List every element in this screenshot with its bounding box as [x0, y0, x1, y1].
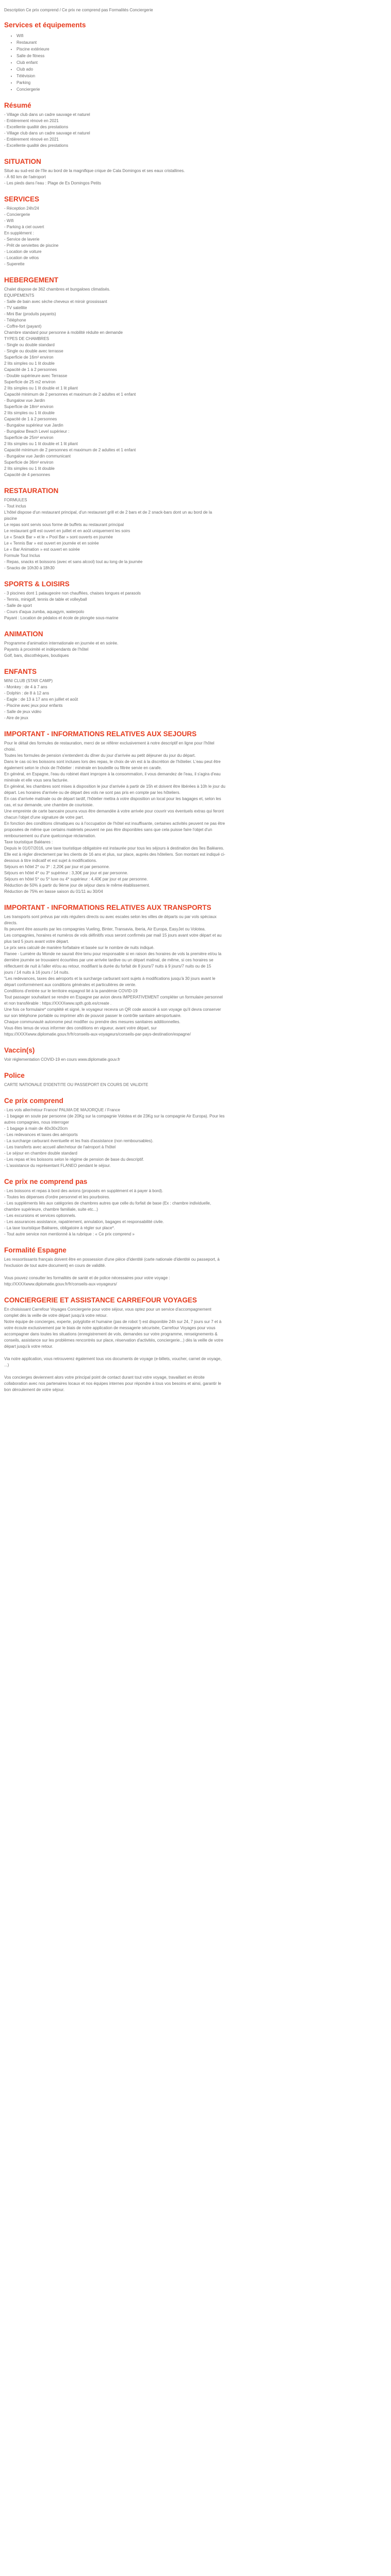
- section-line: Pour le détail des formules de restauration, merci de se référer exclusivement à notre descriptif en ligne pour l'hôtel: [4, 741, 215, 745]
- section-line: - 1 bagage à main de 40x30x20cm: [4, 1126, 68, 1131]
- section-line: - Monkey : de 4 à 7 ans: [4, 685, 47, 689]
- section-line: - Excellente qualité des prestations: [4, 125, 69, 129]
- section-line: - La surcharge carburant éventuelle et les frais d'assistance (non remboursables).: [4, 1139, 154, 1143]
- section-line: jours / 14 nuits à 16 jours / 14 nuits.: [4, 970, 70, 975]
- section-line: Formule Tout Inclus: [4, 553, 40, 558]
- section-line: bon déroulement de votre séjour.: [4, 1387, 64, 1392]
- section-line: - 3 piscines dont 1 pataugeoire non chauffées, chaises longues et parasols: [4, 591, 141, 596]
- section-line: Séjours en hôtel 2* ou 3* : 2,20€ par jour et par personne.: [4, 865, 110, 869]
- section-line: FORMULES: [4, 498, 27, 502]
- section-line: - Téléphone: [4, 318, 26, 323]
- section-line: Le repas sont servis sous forme de buffets au restaurant principal: [4, 522, 124, 527]
- section-line: - Entièrement rénové en 2021: [4, 118, 59, 123]
- section-line: Séjours en hôtel 4* ou 3* supérieur : 3,30€ par jour et par personne.: [4, 871, 128, 875]
- section-line: Dans le cas où les boissons sont incluses lors des repas, le choix de vin est à la discrétion de l'hôtelier. L'eau peut être: [4, 759, 221, 764]
- section-line: - Wifi: [4, 218, 14, 223]
- section-title-necomprend: Ce prix ne comprend pas: [4, 1178, 88, 1185]
- section-line: Situé au sud-est de l'île au bord de la magnifique crique de Cala Domingos et ses eaux cristallines.: [4, 168, 185, 173]
- section-line: également selon le choix de l'hôtelier : minérale en bouteille ou filtrée servie en carafe.: [4, 766, 162, 770]
- service-item: • Wifi: [17, 32, 387, 39]
- section-line: plus tard 5 jours avant votre départ.: [4, 939, 69, 944]
- section-title-services-equipements: Services et équipements: [4, 21, 86, 29]
- section-line: réflectuent de nuit à l'aller et/ou au retour, modifiant la durée du forfait de 8 jours/7 nuits à 9 jours/7 nuits ou de 15: [4, 964, 211, 969]
- section-line: - Parking à ciel ouvert: [4, 225, 44, 229]
- section-line: - Village club dans un cadre sauvage et naturel: [4, 112, 90, 117]
- section-line: En supplément :: [4, 231, 34, 235]
- section-line: - Les boissons et repas à bord des avions (proposés en supplément et à payer à bord).: [4, 1189, 164, 1193]
- section-line: - Bungalow vue Jardin communicant: [4, 454, 71, 459]
- section-title-transports: IMPORTANT - INFORMATIONS RELATIVES AUX TRANSPORTS: [4, 904, 211, 911]
- section-line: - Les transferts avec accueil aller/retour de l'aéroport à l'hôtel: [4, 1145, 116, 1149]
- section-line: - La taxe touristique Baléares, obligatoire à régler sur place*.: [4, 1226, 115, 1230]
- section-line: En choisissant Carrefour Voyages Conciergerie pour votre séjour, vous optez pour un service d'accompagnement: [4, 1307, 211, 1312]
- section-line: - Village club dans un cadre sauvage et naturel: [4, 131, 90, 135]
- section-line: En général, les chambres sont mises à disposition le jour d'arrivée à partir de 15h et doivent être libérées à 10h le jour du: [4, 784, 225, 789]
- section-line: Capacité de 1 à 2 personnes: [4, 417, 57, 421]
- section-line: - Bungalow supérieur vue Jardin: [4, 423, 63, 428]
- section-line: - Bungalow vue Jardin: [4, 398, 45, 403]
- section-line: - Les suppléments liés aux catégories de chambres autres que celle du forfait de base (Ex : chambre individuelle,: [4, 1201, 211, 1206]
- section-line: l'exclusion de tout autre document) en cours de validité.: [4, 1263, 106, 1268]
- section-line[interactable]: http://XXXXwww.diplomatie.gouv.fr/fr/conseils-aux-voyageurs/: [4, 1282, 117, 1286]
- section-line: - Entièrement rénové en 2021: [4, 137, 59, 142]
- section-line: départ. Les horaires d'arrivée ou de départ des vols ne sont pas pris en compte par les hôteliers.: [4, 790, 181, 795]
- intro-tabs-text: Description Ce prix comprend / Ce prix ne comprend pas Formalités Conciergerie: [4, 8, 153, 12]
- section-line: 2 lits simples ou 1 lit double: [4, 466, 55, 471]
- section-title-enfants: ENFANTS: [4, 668, 37, 675]
- section-line: - Service de laverie: [4, 237, 40, 242]
- section-line: - Tout autre service non mentionné à la rubrique : « Ce prix comprend »: [4, 1232, 135, 1236]
- section-line: Capacité minimum de 2 personnes et maximum de 2 adultes et 1 enfant: [4, 448, 136, 452]
- section-line: TYPES DE CHAMBRES: [4, 336, 50, 341]
- section-line: - Salle de jeux vidéo: [4, 709, 42, 714]
- section-title-resume: Résumé: [4, 101, 31, 109]
- section-line: - Mini Bar (produits payants): [4, 312, 56, 316]
- service-item: • Salle de fitness: [17, 53, 387, 59]
- section-line: - Piscine avec jeux pour enfants: [4, 703, 63, 708]
- section-line: Une fois ce formulaire* complété et signé, le voyageur recevra un QR code associé à son voyage qu'il devra conserver: [4, 1007, 221, 1012]
- section-line: - TV satellite: [4, 306, 27, 310]
- section-line: 2 lits simples ou 1 lit double: [4, 361, 55, 366]
- section-line: ...): [4, 1363, 9, 1367]
- section-line: Depuis le 01/07/2016, une taxe touristique obligatoire est instaurée pour tous les séjours à destination des îles Baléares.: [4, 846, 224, 851]
- section-line: [4, 1269, 387, 1275]
- section-line: - Dolphin : de 8 à 12 ans: [4, 691, 50, 696]
- section-line: Superficie de 36m² environ: [4, 460, 54, 465]
- section-line: - Location de voiture: [4, 249, 42, 254]
- section-line: dessous à titre indicatif et est sujet à modifications.: [4, 858, 97, 863]
- section-line: - 1 bagage en soute par personne (de 20Kg sur la compagnie Volotea et de 23Kg sur la compagnie Air Europa). Pour les: [4, 1114, 225, 1118]
- service-item: • Conciergerie: [17, 86, 387, 93]
- section-line: départ conformément aux conditions générales et particulières de vente.: [4, 982, 137, 987]
- section-line: Réduction de 75% en basse saison du 01/11 au 30/04: [4, 889, 103, 894]
- section-line: Ils peuvent être assurés par les compagnies Vueling, Binter, Transavia, Iberia, Air Europa, EasyJet ou Volotea.: [4, 927, 206, 931]
- section-line: - Repas, snacks et boissons (avec et sans alcool) tout au long de la journée: [4, 560, 143, 564]
- section-line: directs.: [4, 921, 18, 925]
- section-line: dernière journée se trouvaient écourtées par une arrivée tardive ou un départ matinal, de même, si ces horaires se: [4, 958, 214, 962]
- section-line: Payant : Location de pédalos et école de plongée sous-marine: [4, 616, 119, 620]
- section-title-police: Police: [4, 1072, 25, 1079]
- section-line: piscine: [4, 516, 17, 521]
- section-line: Le « Tennis Bar » est ouvert en journée et en soirée: [4, 541, 99, 546]
- section-line: - Les repas et les boissons selon le régime de pension de base du descriptif.: [4, 1157, 144, 1162]
- section-line: Elle est à régler directement par les clients de 16 ans et plus, sur place, auprès des hôteliers. Son montant est indiqué ci-: [4, 852, 225, 857]
- section-line: [4, 1368, 387, 1375]
- section-line: Via notre application, vous retrouverez également tous vos documents de voyage (e-billets, voucher, carnet de voyage,: [4, 1357, 222, 1361]
- section-title-comprend: Ce prix comprend: [4, 1097, 63, 1105]
- section-title-restauration: RESTAURATION: [4, 487, 59, 495]
- section-title-sejours: IMPORTANT - INFORMATIONS RELATIVES AUX SEJOURS: [4, 730, 197, 738]
- section-line: - Aire de jeux: [4, 716, 28, 720]
- service-item: • Restaurant: [17, 39, 387, 46]
- section-title-conciergerie: CONCIERGERIE ET ASSISTANCE CARREFOUR VOYAGES: [4, 1296, 197, 1304]
- section-line: accompagner dans toutes les situations (enregistrement de vols, demandes sur votre programme, renseignements &: [4, 1332, 218, 1336]
- section-line: - Excellente qualité des prestations: [4, 143, 69, 148]
- section-line: Les compagnies, horaires et numéros de vols définitifs vous seront confirmés par mail 15 jours avant votre départ et au: [4, 933, 222, 938]
- section-title-services: SERVICES: [4, 195, 40, 203]
- section-line: - L'assistance du représentant FLANEO pendant le séjour.: [4, 1163, 111, 1168]
- section-line: - Cours d'aqua zumba, aquagym, waterpolo: [4, 609, 84, 614]
- section-line: conseils, assistance sur les problèmes rencontrés sur place, réservation d'activités, conciergerie...) dès la veille de votre: [4, 1338, 223, 1343]
- section-line: Capacité de 4 personnes: [4, 472, 50, 477]
- section-line: MINI CLUB (STAR CAMP): [4, 679, 53, 683]
- section-line: choisi.: [4, 747, 16, 752]
- section-line: Le restaurant grill est ouvert en juillet et en août uniquement les soirs: [4, 529, 131, 533]
- section-line: Toutes les formules de pension s'entendent du dîner du jour d'arrivée au petit déjeuner du jour du départ.: [4, 753, 196, 758]
- section-line: Les ressortissants français doivent être en possession d'une pièce d'identité (carte nationale d'identité ou passeport, à: [4, 1257, 220, 1262]
- section-line: Réduction de 50% à partir du 9ème jour de séjour dans le même établissement.: [4, 883, 150, 888]
- services-list: [4, 32, 387, 93]
- section-line: - Location de vélos: [4, 256, 39, 260]
- section-line: - Les excursions et services optionnels.: [4, 1213, 76, 1218]
- section-line: - Tout inclus: [4, 504, 26, 509]
- section-line: Vous pouvez consulter les formalités de santé et de police nécessaires pour votre voyage :: [4, 1276, 170, 1280]
- section-line: Une empreinte de carte bancaire pourra vous être demandée à votre arrivée pour couvrir vos éventuels extras qui feront: [4, 809, 224, 814]
- section-line[interactable]: https://XXXXwww.diplomatie.gouv.fr/fr/conseils-aux-voyageurs/conseils-par-pays-destination/espagne/: [4, 1032, 191, 1037]
- section-line: - Single ou double avec terrasse: [4, 349, 63, 353]
- section-line: - Tennis, minigolf, tennis de table et volleyball: [4, 597, 87, 602]
- section-line: collaboration avec nos partenaires locaux et nos équipes internes pour répondre à tous vos besoins et ainsi, garantir le: [4, 1381, 221, 1386]
- section-title-vaccin: Vaccin(s): [4, 1046, 35, 1054]
- section-line: Vos concierges deviennent alors votre principal point de contact durant tout votre voyage, travaillant en étroite: [4, 1375, 205, 1380]
- section-title-formalite: Formalité Espagne: [4, 1246, 67, 1254]
- section-line: cas, et sur demande, une chambre de courtoisie.: [4, 803, 94, 807]
- section-line: CARTE NATIONALE D'IDENTITE OU PASSEPORT EN COURS DE VALIDITE: [4, 1082, 149, 1087]
- section-line: En général, en Espagne, l'eau du robinet étant impropre à la consommation, il vous demandez de l'eau, il s'agira d'eau: [4, 772, 221, 776]
- section-line: - Single ou double standard: [4, 343, 55, 347]
- section-line: Chalet dispose de 362 chambres et bungalows climatisés.: [4, 287, 110, 292]
- section-line: - Prêt de serviettes de piscine: [4, 243, 59, 248]
- section-line: - Les pieds dans l'eau : Plage de Es Domingos Petits: [4, 181, 101, 185]
- section-line: L'hôtel dispose d'un restaurant principal, d'un restaurant grill et de 2 bars et de 2 snack-bars dont un au bord de la: [4, 510, 213, 515]
- section-line: minérale et elle vous sera facturée.: [4, 778, 69, 783]
- service-item: • Club enfant: [17, 59, 387, 66]
- section-line: Séjours en hôtel 5* ou 5* luxe ou 4* supérieur : 4,40€ par jour et par personne.: [4, 877, 148, 882]
- section-line: - Le séjour en chambre double standard: [4, 1151, 77, 1156]
- section-line: Voir réglementation COVID-19 en cours www.diplomatie.gouv.fr: [4, 1057, 120, 1062]
- service-item: • Parking: [17, 79, 387, 86]
- section-line: Notre équipe de concierges, experte, polyglotte et humaine (pas de robot !) est disponible 24h sur 24, 7 jours sur 7 et à: [4, 1319, 222, 1324]
- section-line: EQUIPEMENTS: [4, 293, 35, 298]
- section-line: - Toutes les dépenses d'ordre personnel et les pourboires.: [4, 1195, 110, 1199]
- section-line: Taxe touristique Baléares :: [4, 840, 53, 844]
- section-line: Superficie de 16m² environ: [4, 355, 54, 360]
- section-line: Payants à proximité et indépendants de l'hôtel: [4, 647, 89, 652]
- section-line: 2 lits simples ou 1 lit double: [4, 411, 55, 415]
- section-line: - Salle de sport: [4, 603, 32, 608]
- section-line: Programme d'animation internationale en journée et en soirée.: [4, 641, 119, 646]
- section-line: Chaque communauté autonome peut modifier ou prendre des mesures sanitaires additionnelles.: [4, 1020, 181, 1024]
- section-line: départ jusqu'à votre retour.: [4, 1344, 53, 1349]
- section-line: En cas d'arrivée matinale ou de départ tardif, l'hôtelier mettra à votre disposition un local pour les bagages et, selon les: [4, 796, 221, 801]
- section-line: - Double supérieure avec Terrasse: [4, 374, 68, 378]
- section-line: Conditions d'entrée sur le territoire espagnol lié à la pandémie COVID-19: [4, 989, 138, 993]
- section-line: - Bungalow Beach Level supérieur :: [4, 429, 70, 434]
- section-title-sports: SPORTS & LOISIRS: [4, 580, 70, 588]
- section-line: complet dès la veille de votre départ jusqu'à votre retour.: [4, 1313, 108, 1318]
- section-line: autres compagnies, nous interroger: [4, 1120, 69, 1125]
- section-line: Chambre standard pour personne à mobilité réduite en demande: [4, 330, 123, 335]
- section-line: Superficie de 18m² environ: [4, 404, 54, 409]
- section-line: sur son téléphone portable ou imprimer afin de pouvoir passer le contrôle sanitaire aéroportuaire.: [4, 1013, 182, 1018]
- section-line: - Les redevances et taxes des aéroports: [4, 1132, 78, 1137]
- section-line: 2 lits simples ou 1 lit double et 1 lit pliant: [4, 442, 78, 446]
- section-line: remboursement ou d'une quelconque réclamation.: [4, 834, 96, 838]
- section-line: Vous êtes tenus de vous informer des conditions en vigueur, avant votre départ, sur: [4, 1026, 157, 1030]
- section-line: Le prix sera calculé de manière forfaitaire et basée sur le nombre de nuits indiqué.: [4, 945, 155, 950]
- section-line: Capacité minimum de 2 personnes et maximum de 2 adultes et 1 enfant: [4, 392, 136, 397]
- section-line: Golf, bars, discothèques, boutiques: [4, 653, 69, 658]
- section-line: proposées de même que certains matériels peuvent ne pas être disponibles sans que cela puisse faire l'objet d'un: [4, 827, 213, 832]
- section-line: chambre supérieure, chambre familiale, suite etc...): [4, 1207, 98, 1212]
- section-line: chacun l'objet d'une signature de votre part.: [4, 815, 84, 820]
- section-line: Tout passager souhaitant se rendre en Espagne par avion devra IMPERATIVEMENT compléter un formulaire personnel: [4, 995, 223, 999]
- section-line[interactable]: et non transférable : https://XXXXwww.spth.gob.es/create .: [4, 1001, 112, 1006]
- section-title-hebergement: HEBERGEMENT: [4, 276, 59, 284]
- section-line: - À 60 km de l'aéroport: [4, 175, 46, 179]
- section-line: - Salle de bain avec sèche cheveux et miroir grossissant: [4, 299, 107, 304]
- section-line: votre écoute exclusivement par le biais de notre application de messagerie sécurisée, Carrefour Voyages pour vous: [4, 1326, 216, 1330]
- section-line: Le « Snack Bar » et le « Pool Bar » sont ouverts en journée: [4, 535, 113, 539]
- section-line: - Les assurances assistance, rapatriement, annulation, bagages et responsabilité civile.: [4, 1219, 164, 1224]
- section-line: - Réception 24h/24: [4, 206, 39, 211]
- section-line: - Superette: [4, 262, 25, 266]
- section-line: Flanee - Lumière du Monde ne saurait être tenu pour responsable si en raison des horaires de vols la première et/ou la: [4, 952, 222, 956]
- section-line: - Snacks de 10h30 à 18h30: [4, 566, 55, 570]
- section-line: - Conciergerie: [4, 212, 30, 217]
- section-title-animation: ANIMATION: [4, 630, 43, 638]
- section-line: - Coffre-fort (payant): [4, 324, 42, 329]
- service-item: • Piscine extérieure: [17, 46, 387, 53]
- section-line: Capacité de 1 à 2 personnes: [4, 367, 57, 372]
- service-item: • Club ado: [17, 66, 387, 73]
- section-line: Superficie de 25 m2 environ: [4, 380, 56, 384]
- section-line: En fonction des conditions climatiques ou à l'occupation de l'hôtel est insuffisante, certaines activités peuvent ne pas être: [4, 821, 225, 826]
- section-line: [4, 1350, 387, 1356]
- section-line: Les transports sont prévus par vols réguliers directs ou avec escales selon les villes de départs ou par vols spéciaux: [4, 914, 217, 919]
- section-line: 2 lits simples ou 1 lit double et 1 lit pliant: [4, 386, 78, 391]
- section-line: Le « Bar Animation » est ouvert en soirée: [4, 547, 80, 552]
- section-line: - Eagle : de 13 à 17 ans en juillet et août: [4, 697, 78, 702]
- section-line: "Les redevances, taxes des aéroports et la surcharge carburant sont sujets à modifications jusqu'à 30 jours avant le: [4, 976, 216, 981]
- section-line: Superficie de 25m² environ: [4, 435, 54, 440]
- sections-container: [4, 101, 387, 1393]
- section-title-situation: SITUATION: [4, 158, 41, 165]
- section-line: - Les vols aller/retour France/ PALMA DE MAJORQUE / France: [4, 1108, 120, 1112]
- service-item: • Télévision: [17, 73, 387, 79]
